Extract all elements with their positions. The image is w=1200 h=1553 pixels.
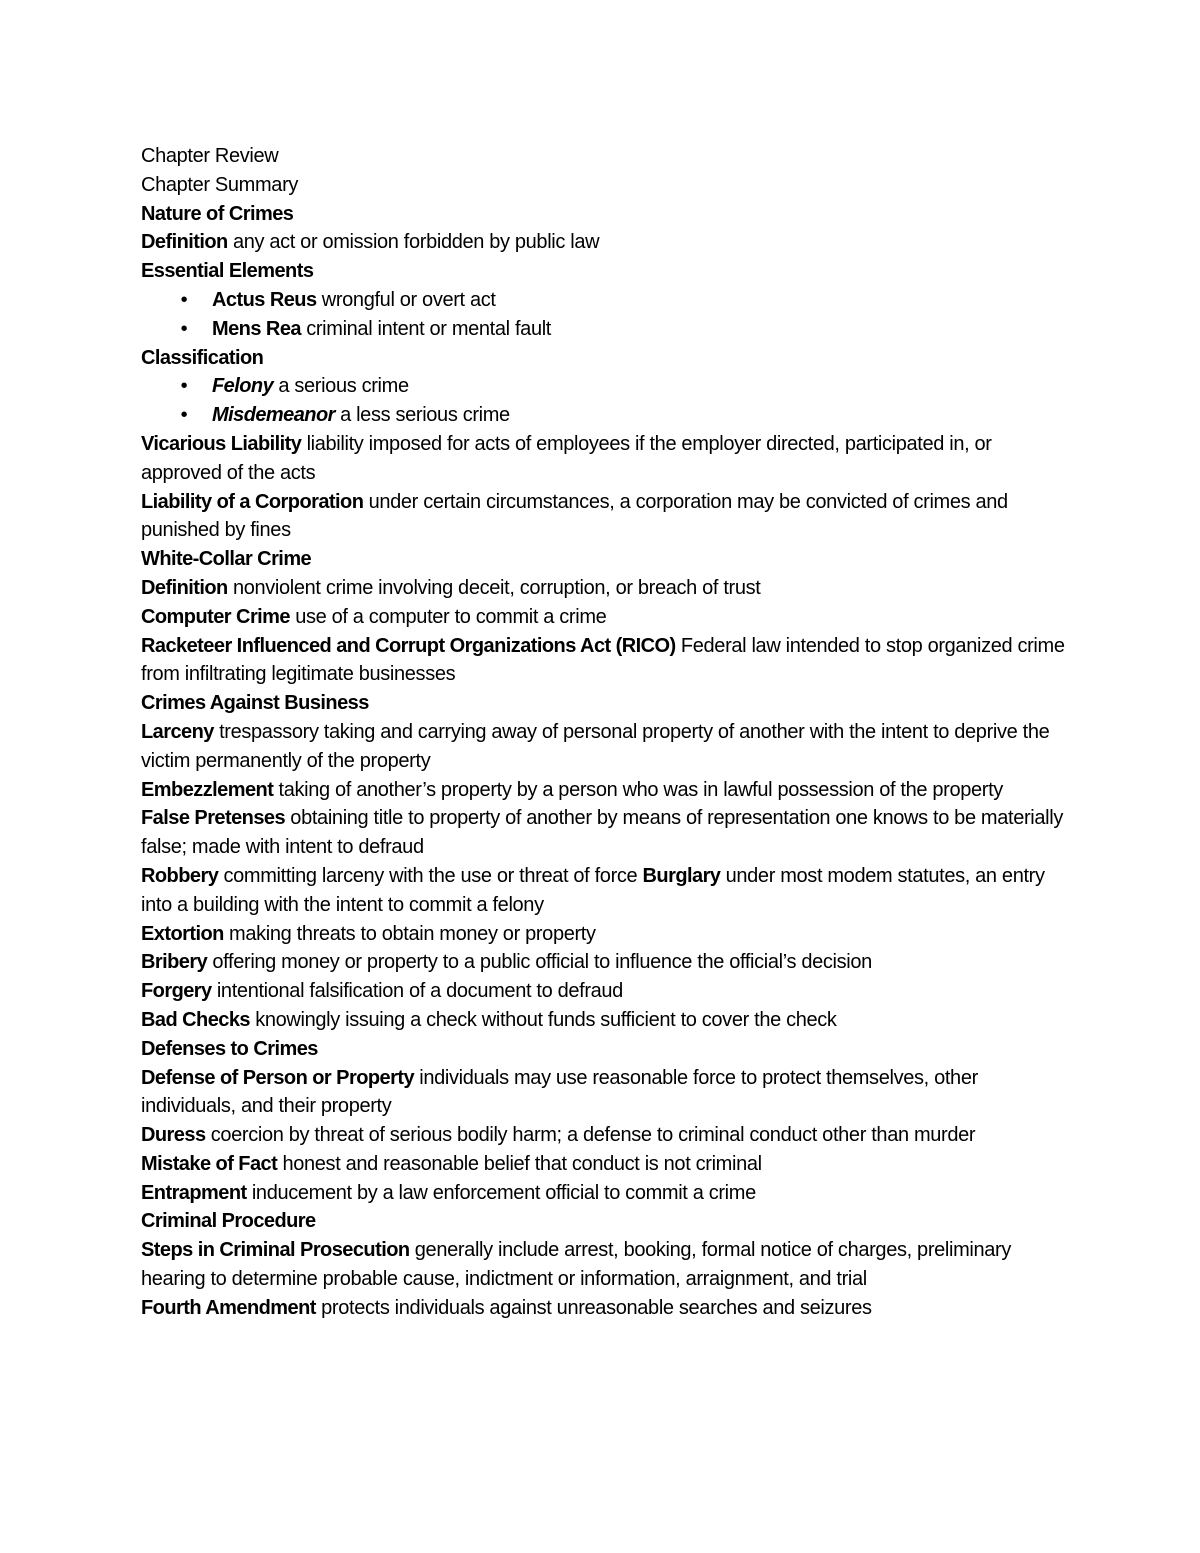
entry-definition: making threats to obtain money or property xyxy=(229,922,596,945)
entry-term: Extortion xyxy=(141,922,224,945)
entry-definition: committing larceny with the use or threat of force xyxy=(223,864,638,887)
entry-definition: a less serious crime xyxy=(340,404,510,427)
glossary-entry xyxy=(141,1179,1076,1208)
entry-term: Actus Reus xyxy=(212,288,317,311)
section-heading: Crimes Against Business xyxy=(141,692,369,715)
section-heading: Classification xyxy=(141,346,264,369)
glossary-entry xyxy=(141,1236,1076,1294)
glossary-entry xyxy=(141,1064,1076,1122)
entry-term: Fourth Amendment xyxy=(141,1296,316,1319)
entry-term: Liability of a Corporation xyxy=(141,490,364,513)
entry-definition: inducement by a law enforcement official to commit a crime xyxy=(251,1181,756,1204)
entry-definition: under most modem statutes, an entry into a building with the intent to commit a felony xyxy=(141,864,1045,916)
glossary-entry xyxy=(141,862,1076,920)
entry-term: Vicarious Liability xyxy=(141,432,302,455)
glossary-entry xyxy=(141,1121,1076,1150)
entry-term: Forgery xyxy=(141,980,212,1003)
entry-term: Defense of Person or Property xyxy=(141,1066,415,1089)
glossary-entry xyxy=(141,632,1076,690)
entry-term: Larceny xyxy=(141,720,214,743)
bullet-list-item xyxy=(141,286,1076,315)
entry-term: Burglary xyxy=(642,864,721,887)
section-heading: Defenses to Crimes xyxy=(141,1037,318,1060)
bullet-icon: • xyxy=(180,375,188,398)
entry-term: Robbery xyxy=(141,864,219,887)
entry-term: Embezzlement xyxy=(141,778,274,801)
entry-definition: intentional falsification of a document to defraud xyxy=(216,980,623,1003)
entry-definition: offering money or property to a public official to influence the official’s decision xyxy=(212,951,872,974)
glossary-entry xyxy=(141,718,1076,776)
bullet-list-item xyxy=(141,401,1076,430)
entry-definition: liability imposed for acts of employees if the employer directed, participated in, or approved of the acts xyxy=(141,432,992,484)
entry-definition: taking of another’s property by a person who was in lawful possession of the property xyxy=(278,778,1003,801)
glossary-entry xyxy=(141,920,1076,949)
entry-definition: wrongful or overt act xyxy=(321,288,496,311)
entry-definition: any act or omission forbidden by public law xyxy=(232,231,600,254)
glossary-entry xyxy=(141,776,1076,805)
entry-term: Definition xyxy=(141,576,228,599)
entry-definition: trespassory taking and carrying away of personal property of another with the intent to deprive the victim permanently of the property xyxy=(141,720,1050,772)
entry-term: False Pretenses xyxy=(141,807,286,830)
entry-term: Misdemeanor xyxy=(212,404,335,427)
entry-definition: under certain circumstances, a corporation may be convicted of crimes and punished by fines xyxy=(141,490,1008,542)
entry-definition: honest and reasonable belief that conduct is not criminal xyxy=(282,1152,762,1175)
entry-term: Mens Rea xyxy=(212,317,301,340)
summary-label: Chapter Review xyxy=(141,145,279,167)
entry-term: Duress xyxy=(141,1124,206,1147)
section-heading: Nature of Crimes xyxy=(141,202,294,225)
entry-term: Entrapment xyxy=(141,1181,247,1204)
entry-definition: obtaining title to property of another by means of representation one knows to be materially false; made with intent to defraud xyxy=(141,807,1064,859)
glossary-entry xyxy=(141,488,1076,546)
glossary-entry xyxy=(141,1006,1076,1035)
entry-term: Bribery xyxy=(141,951,208,974)
summary-label: Chapter Summary xyxy=(141,173,299,196)
entry-term: Definition xyxy=(141,231,228,254)
entry-definition: a serious crime xyxy=(278,375,409,398)
glossary-entry xyxy=(141,1294,1076,1323)
glossary-entry xyxy=(141,430,1076,488)
bullet-list-item xyxy=(141,315,1076,344)
glossary-entry xyxy=(141,1150,1076,1179)
glossary-entry xyxy=(141,948,1076,977)
entry-definition: individuals may use reasonable force to protect themselves, other individuals, and their property xyxy=(141,1066,978,1118)
entry-definition: Federal law intended to stop organized crime from infiltrating legitimate businesses xyxy=(141,634,1065,686)
glossary-entry xyxy=(141,603,1076,632)
entry-term: Mistake of Fact xyxy=(141,1152,278,1175)
section-heading: White-Collar Crime xyxy=(141,548,312,571)
entry-term: Racketeer Influenced and Corrupt Organizations Act (RICO) xyxy=(141,634,676,657)
bullet-icon: • xyxy=(180,317,188,340)
entry-definition: coercion by threat of serious bodily harm; a defense to criminal conduct other than murder xyxy=(210,1124,976,1147)
entry-term: Steps in Criminal Prosecution xyxy=(141,1239,410,1262)
bullet-list-item xyxy=(141,372,1076,401)
entry-definition: use of a computer to commit a crime xyxy=(295,605,607,628)
bullet-icon: • xyxy=(180,404,188,427)
glossary-entry xyxy=(141,804,1076,862)
entry-definition: knowingly issuing a check without funds sufficient to cover the check xyxy=(255,1008,837,1031)
entry-term: Bad Checks xyxy=(141,1008,250,1031)
entry-term: Computer Crime xyxy=(141,605,290,628)
glossary-entry xyxy=(141,977,1076,1006)
section-heading: Criminal Procedure xyxy=(141,1210,316,1233)
entry-definition: protects individuals against unreasonable searches and seizures xyxy=(321,1296,872,1319)
document-body xyxy=(141,142,1076,1323)
glossary-entry xyxy=(141,574,1076,603)
section-heading: Essential Elements xyxy=(141,260,314,283)
entry-definition: generally include arrest, booking, formal notice of charges, preliminary hearing to determine probable cause, indictment or information, arraignment, and trial xyxy=(141,1239,1011,1291)
entry-definition: criminal intent or mental fault xyxy=(306,317,552,340)
entry-definition: nonviolent crime involving deceit, corruption, or breach of trust xyxy=(232,576,761,599)
entry-term: Felony xyxy=(212,375,274,398)
bullet-icon: • xyxy=(180,288,188,311)
glossary-entry xyxy=(141,228,1076,257)
